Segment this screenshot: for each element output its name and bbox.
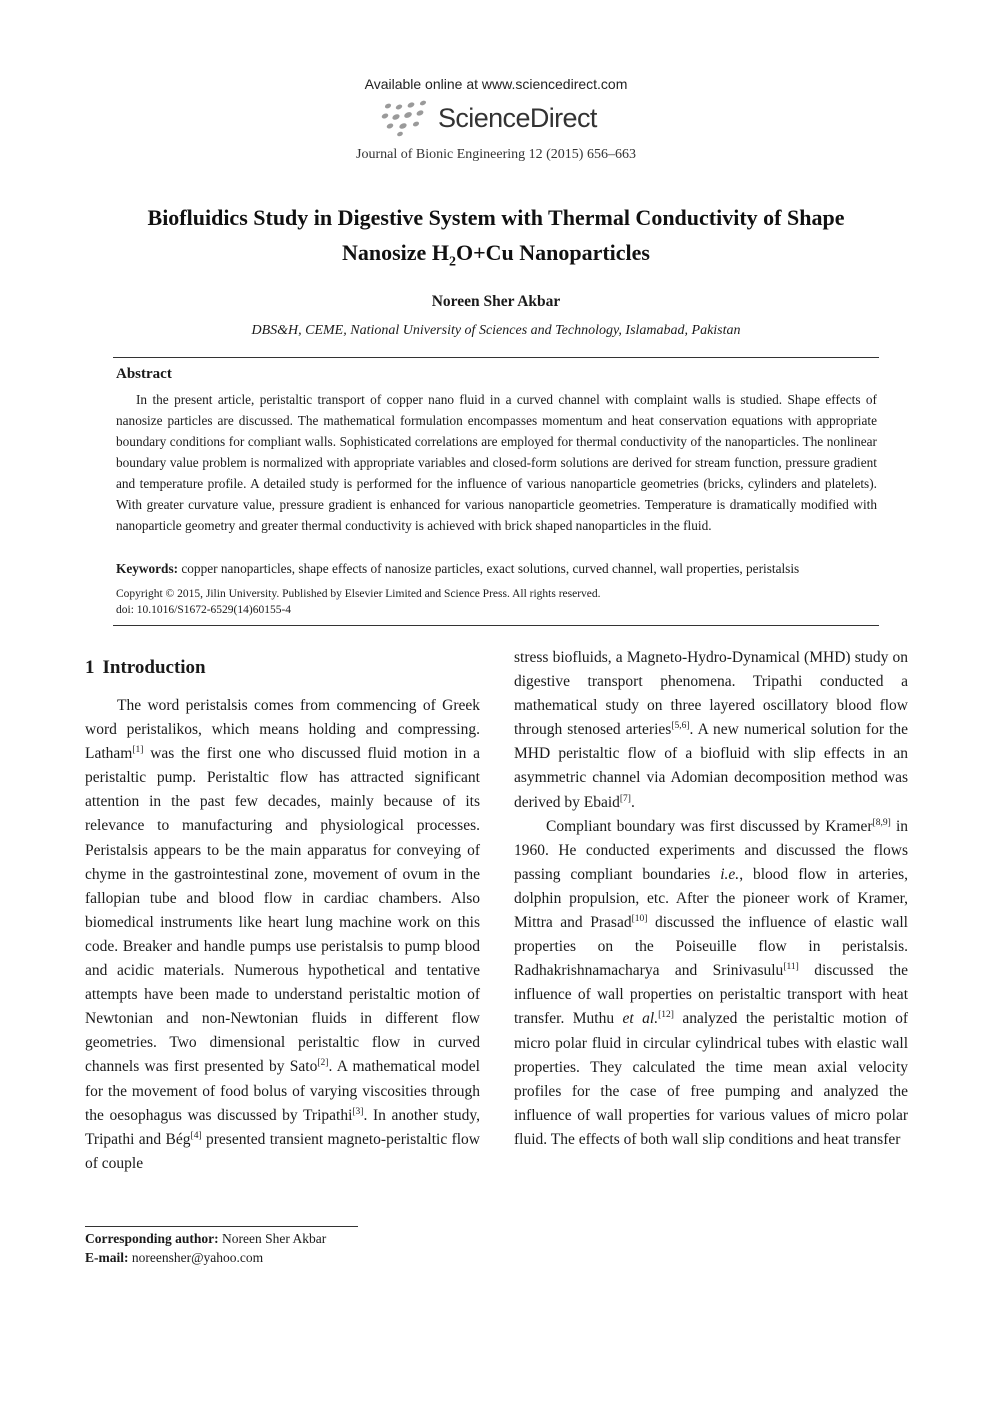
text-run: stress biofluids, a Magneto-Hydro-Dynamical (MHD) study on digestive transport phenomena. Tripathi conducted a mathematical study on three layered oscillatory blood flow through stenosed arteries <box>514 649 908 739</box>
section-number: 1 <box>85 657 95 678</box>
title-line-2-start: Nanosize H <box>342 240 449 265</box>
text-run: discussed the influence of elastic wall properties on the Poiseuille flow in peristalsis. Radhakrishnamacharya and Srinivasulu <box>514 914 908 980</box>
copyright-notice: Copyright © 2015, Jilin University. Published by Elsevier Limited and Science Press. All rights reserved. <box>116 588 601 600</box>
citation-ref[interactable]: [12] <box>658 1010 674 1021</box>
text-run: . A new numerical solution for the MHD peristaltic flow of a biofluid with slip effects in an asymmetric channel via Adomian decomposition method was derived by Ebaid <box>514 721 908 811</box>
author-name: Noreen Sher Akbar <box>431 293 561 310</box>
citation-ref[interactable]: [7] <box>619 793 631 804</box>
footnote-rule <box>85 1226 358 1227</box>
citation-ref[interactable]: [8,9] <box>872 817 891 828</box>
author-email <box>85 1248 263 1267</box>
abstract-text: In the present article, peristaltic transport of copper nano fluid in a curved channel with complaint walls is studied. Shape effects of nanosize particles are discussed. The mathematical formulation encompasses momentum and heat conservation equations with appropriate boundary conditions for compliant walls. Sophisticated correlations are employed for thermal conductivity of the nanoparticles. The nonlinear boundary value problem is normalized with appropriate variables and closed-form solutions are derived for stream function, pressure gradient and temperature profile. A detailed study is performed for the influence of various nanoparticle geometries (bricks, cylinders and platelets). With greater curvature value, pressure gradient is enhanced for various nanoparticle geometries. Temperature is dramatically modified with nanoparticle geometry and greater thermal conductivity is achieved with brick shaped nanoparticles in the fluid. <box>116 392 877 533</box>
text-run: Compliant boundary was first discussed by Kramer <box>546 817 873 835</box>
corresponding-author-label: Corresponding author: <box>85 1231 219 1246</box>
text-run: was the first one who discussed fluid motion in a peristaltic pump. Peristaltic flow has attracted significant attention in the past few decades, mainly because of its relevance to manufacturing and physiological processes. Peristalsis appears to be the main apparatus for conveying of chyme in the gastrointestinal zone, movement of ovum in the fallopian tube and blood flow in cardiac chambers. Also biomedical instruments like heart lung machine work on this code. Breaker and handle pumps use peristalsis to pump blood and acidic materials. Numerous hypothetical and tentative attempts have been made to understand peristaltic motion of Newtonian and non-Newtonian fluids in different flow geometries. Two dimensional peristaltic flow in curved channels was first presented by Sato <box>85 745 480 1076</box>
journal-citation: Journal of Bionic Engineering 12 (2015) 656–663 <box>356 147 636 162</box>
citation-ref[interactable]: [5,6] <box>671 721 690 732</box>
available-online-text: Available online at www.sciencedirect.com <box>364 76 628 92</box>
citation-ref[interactable]: [11] <box>783 962 799 973</box>
section-title: Introduction <box>102 657 206 678</box>
section-heading <box>85 657 206 679</box>
corresponding-author-name: Noreen Sher Akbar <box>218 1231 327 1246</box>
text-run: The word peristalsis comes from commencing of Greek word peristalikos, which means holding and compressing. Latham <box>85 697 480 763</box>
email-address[interactable]: noreensher@yahoo.com <box>128 1250 264 1265</box>
keywords-label: Keywords: <box>116 561 179 576</box>
italic-text: i.e. <box>720 865 740 883</box>
doi[interactable]: doi: 10.1016/S1672-6529(14)60155-4 <box>116 604 292 616</box>
text-run: . A mathematical model for the movement of food bolus of varying viscosities through the oesophagus was discussed by Tripathi <box>85 1058 480 1124</box>
corresponding-author <box>85 1229 326 1248</box>
text-run: , blood flow in arteries, dolphin propulsion, etc. After the pioneer work of Kramer, Mittra and Prasad <box>514 865 908 932</box>
italic-text: et al. <box>622 1010 659 1028</box>
paragraph <box>514 646 908 815</box>
abstract-top-rule <box>113 357 879 358</box>
title-line-1: Biofluidics Study in Digestive System with Thermal Conductivity of Shape <box>147 205 845 230</box>
title-line-2-end: O+Cu Nanoparticles <box>455 240 650 265</box>
citation-ref[interactable]: [1] <box>132 745 144 756</box>
text-run: . <box>630 793 635 811</box>
abstract-bottom-rule <box>113 625 879 626</box>
text-run: discussed the influence of wall properties on peristaltic transport with heat transfer. Muthu <box>514 962 908 1028</box>
sciencedirect-brand: ScienceDirect <box>438 103 597 133</box>
sciencedirect-logo <box>378 98 618 140</box>
text-run: in 1960. He conducted experiments and discussed the flows passing compliant boundaries <box>514 817 908 883</box>
text-run: analyzed the peristaltic motion of micro polar fluid in circular cylindrical tubes with elastic wall properties. They calculated the time mean axial velocity profiles for the case of free pumping and analyzed the influence of wall properties for various values of micro polar fluid. The effects of both wall slip conditions and heat transfer <box>514 1010 908 1148</box>
title-subscript: 2 <box>448 254 456 270</box>
citation-ref[interactable]: [2] <box>317 1058 329 1069</box>
paragraph <box>514 815 908 1152</box>
keywords-list: copper nanoparticles, shape effects of nanosize particles, exact solutions, curved channel, wall properties, peristalsis <box>181 561 800 576</box>
text-run: . In another study, Tripathi and Bég <box>85 1106 480 1148</box>
citation-ref[interactable]: [4] <box>190 1130 202 1141</box>
keywords <box>116 560 877 578</box>
body-column-right <box>514 646 908 1152</box>
abstract-heading: Abstract <box>116 366 172 382</box>
paragraph <box>85 694 480 1176</box>
author-affiliation: DBS&H, CEME, National University of Sciences and Technology, Islamabad, Pakistan <box>251 323 741 338</box>
text-run: presented transient magneto-peristaltic flow of couple <box>85 1130 481 1172</box>
paper-title <box>60 200 932 279</box>
citation-ref[interactable]: [3] <box>352 1106 364 1117</box>
email-label: E-mail: <box>85 1250 129 1265</box>
body-column-left <box>85 694 480 1176</box>
sciencedirect-dots-icon <box>380 100 438 138</box>
citation-ref[interactable]: [10] <box>631 914 648 925</box>
